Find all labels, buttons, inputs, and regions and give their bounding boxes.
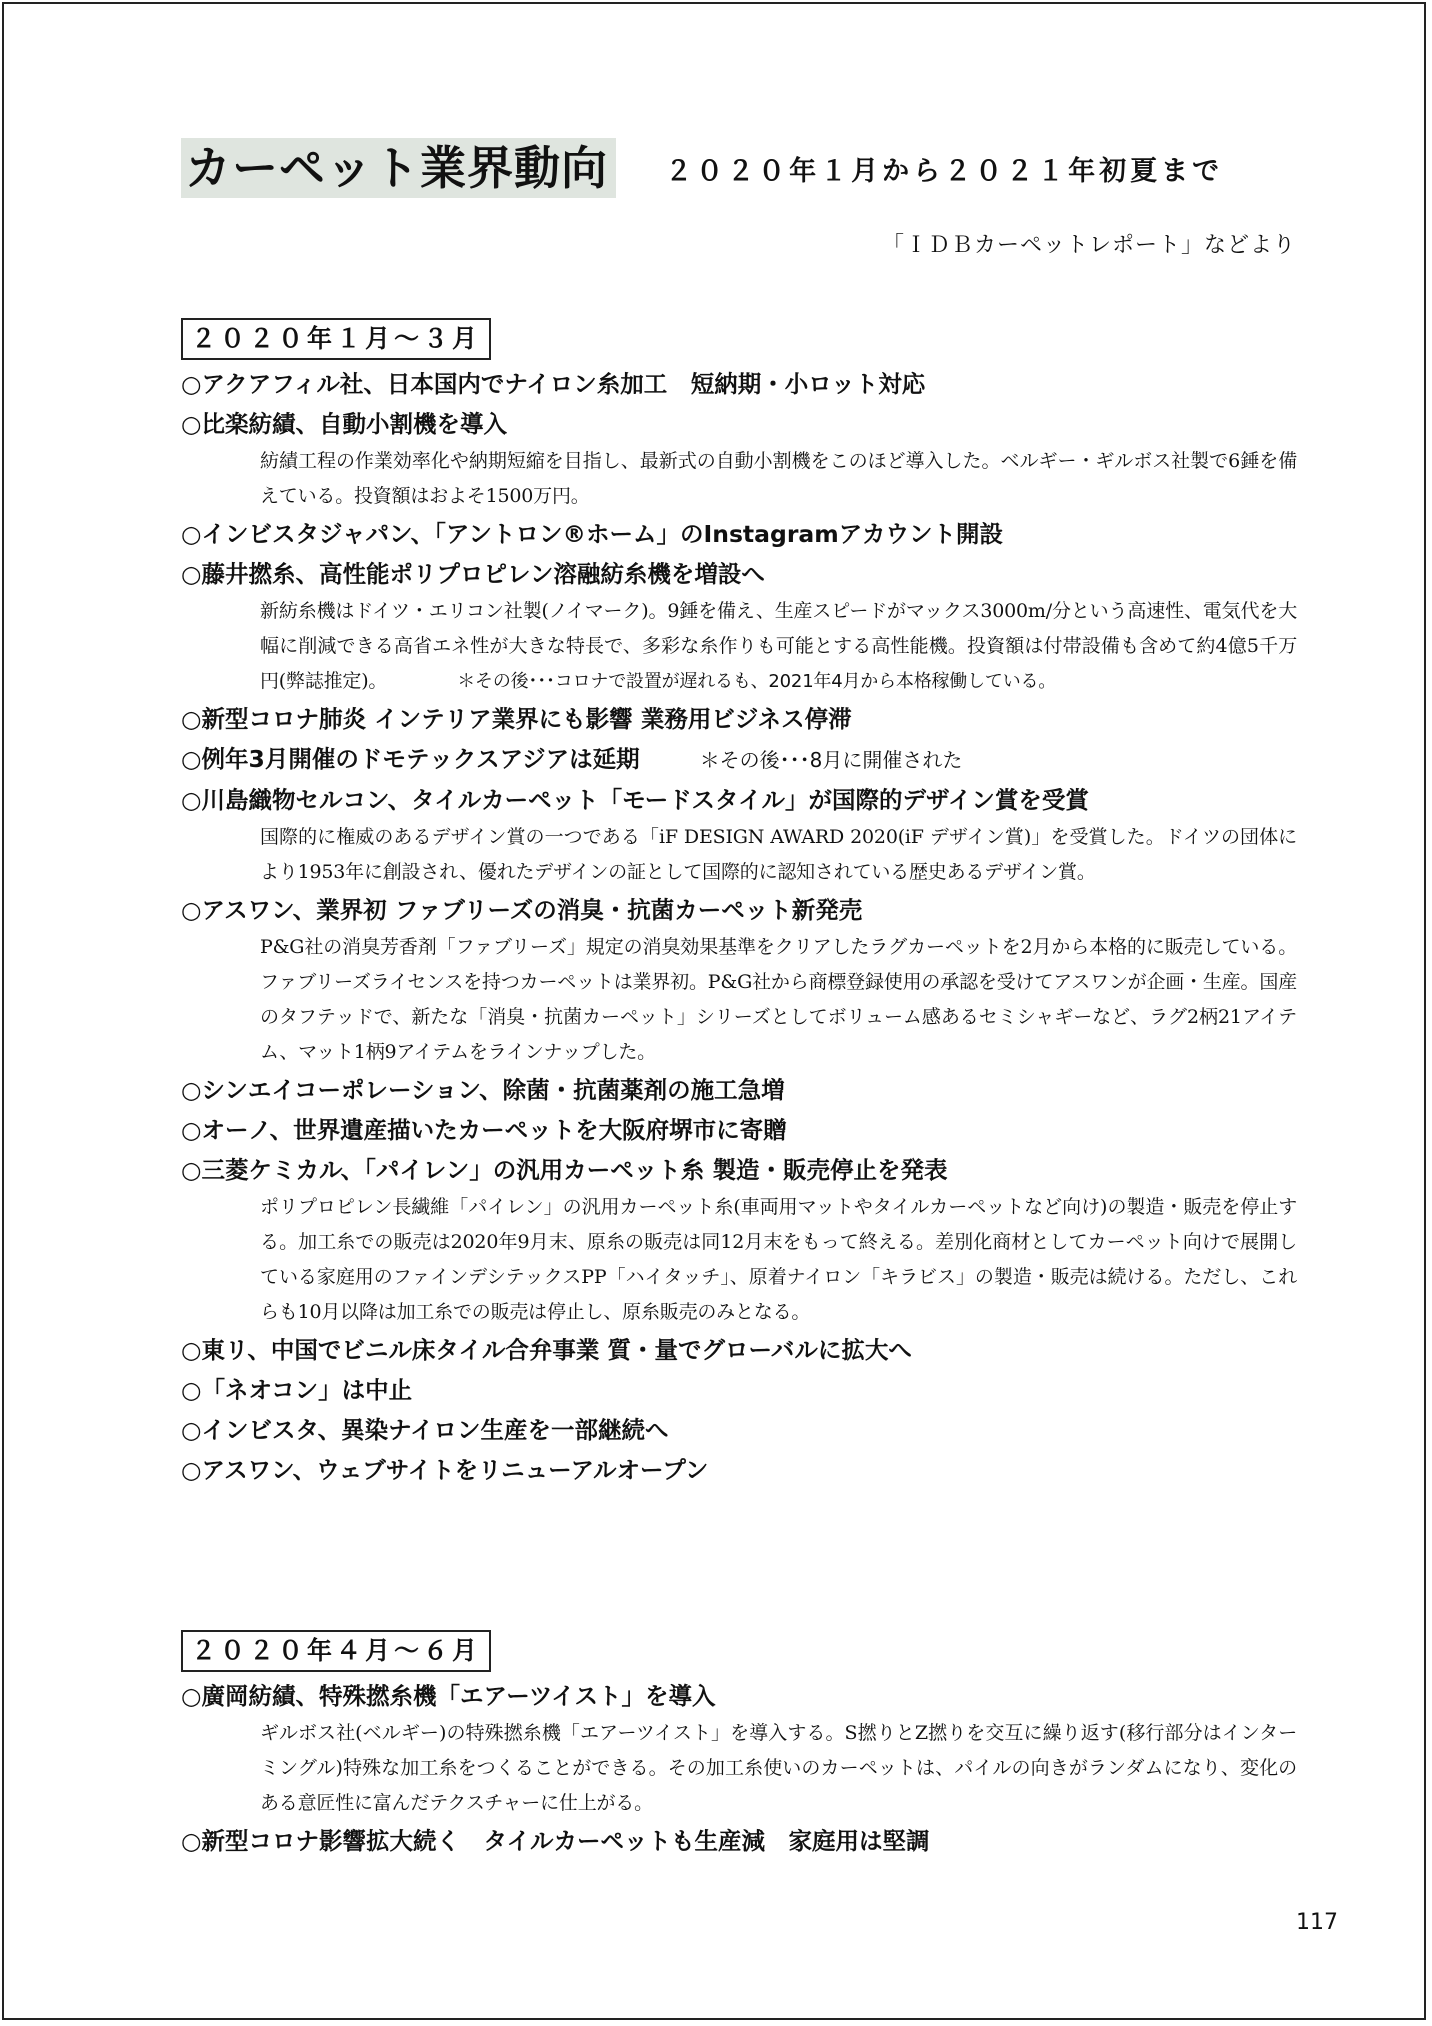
news-headline: ○三菱ケミカル、「パイレン」の汎用カーペット糸 製造・販売停止を発表 <box>181 1156 948 1184</box>
source-note: 「ＩＤＢカーペットレポート」などより <box>881 233 1296 258</box>
news-body: 紡績工程の作業効率化や納期短縮を目指し、最新式の自動小割機をこのほど導入した。ベルギー・ギルボス社製で6錘を備えている。投資額はおよそ1500万円。 <box>260 450 1297 507</box>
news-headline: ○オーノ、世界遺産描いたカーペットを大阪府堺市に寄贈 <box>181 1116 787 1144</box>
page-subtitle: ２０２０年１月から２０２１年初夏まで <box>665 155 1224 187</box>
news-headline: ○インビスタジャパン、「アントロン®ホーム」のInstagramアカウント開設 <box>181 520 1004 548</box>
news-headline: ○東リ、中国でビニル床タイル合弁事業 質・量でグローバルに拡大へ <box>181 1336 912 1364</box>
news-headline: ○アクアフィル社、日本国内でナイロン糸加工 短納期・小ロット対応 <box>181 370 926 398</box>
news-headline: ○廣岡紡績、特殊撚糸機「エアーツイスト」を導入 <box>181 1682 716 1710</box>
content <box>181 318 1301 2001</box>
news-followup-note: ＊その後･･･コロナで設置が遅れるも、2021年4月から本格稼働している。 <box>457 671 1057 692</box>
news-headline: ○新型コロナ肺炎 インテリア業界にも影響 業務用ビジネス停滞 <box>181 705 852 733</box>
news-headline: ○アスワン、業界初 ファブリーズの消臭・抗菌カーペット新発売 <box>181 896 863 924</box>
section-2020-q2 <box>181 1630 1301 1861</box>
news-body: ギルボス社(ベルギー)の特殊撚糸機「エアーツイスト」を導入する。S撚りとZ撚りを交互に繰り返す(移行部分はインターミングル)特殊な加工糸をつくることができる。その加工糸使いのカーペットは、パイルの向きがランダムになり、変化のある意匠性に富んだテクスチャーに仕上がる。 <box>260 1722 1297 1814</box>
news-body: 国際的に権威のあるデザイン賞の一つである「iF DESIGN AWARD 2020(iF デザイン賞)」を受賞した。ドイツの団体により1953年に創設され、優れたデザインの証として国際的に認知されている歴史あるデザイン賞。 <box>260 826 1297 883</box>
news-followup-note: ＊その後･･･8月に開催された <box>699 748 963 772</box>
news-body: P&G社の消臭芳香剤「ファブリーズ」規定の消臭効果基準をクリアしたラグカーペットを2月から本格的に販売している。ファブリーズライセンスを持つカーペットは業界初。P&G社から商標登録使用の承認を受けてアスワンが企画・生産。国産のタフテッドで、新たな「消臭・抗菌カーペット」シリーズとしてボリューム感あるセミシャギーなど、ラグ2柄21アイテム、マット1柄9アイテムをラインナップした。 <box>260 936 1297 1063</box>
news-headline <box>181 739 1301 780</box>
title-row <box>181 138 1223 198</box>
news-headline: ○シンエイコーポレーション、除菌・抗菌薬剤の施工急増 <box>181 1076 785 1104</box>
news-headline: ○新型コロナ影響拡大続く タイルカーペットも生産減 家庭用は堅調 <box>181 1827 930 1855</box>
page-title: カーペット業界動向 <box>181 138 616 198</box>
news-headline: ○比楽紡績、自動小割機を導入 <box>181 410 508 438</box>
period-heading: ２０２０年１月～３月 <box>181 318 491 360</box>
page-number: 117 <box>1296 1910 1338 1935</box>
news-headline: ○藤井撚糸、高性能ポリプロピレン溶融紡糸機を増設へ <box>181 560 765 588</box>
news-headline: ○インビスタ、異染ナイロン生産を一部継続へ <box>181 1416 669 1444</box>
section-2020-q1 <box>181 318 1301 1490</box>
period-heading: ２０２０年４月～６月 <box>181 1630 491 1672</box>
news-body <box>260 594 1297 699</box>
news-headline-text: ○例年3月開催のドモテックスアジアは延期 <box>181 745 640 773</box>
news-body-text: 新紡糸機はドイツ・エリコン社製(ノイマーク)。9錘を備え、生産スピードがマックス3000m/分という高速性、電気代を大幅に削減できる高省エネ性が大きな特長で、多彩な糸作りも可能とする高性能機。投資額は付帯設備も含めて約4億5千万円(弊誌推定)。 <box>260 600 1297 692</box>
news-headline: ○アスワン、ウェブサイトをリニューアルオープン <box>181 1456 709 1484</box>
news-headline: ○「ネオコン」は中止 <box>181 1376 413 1404</box>
news-headline: ○川島織物セルコン、タイルカーペット「モードスタイル」が国際的デザイン賞を受賞 <box>181 786 1089 814</box>
news-body: ポリプロピレン長繊維「パイレン」の汎用カーペット糸(車両用マットやタイルカーペットなど向け)の製造・販売を停止する。加工糸での販売は2020年9月末、原糸の販売は同12月末をもって終える。差別化商材としてカーペット向けで展開している家庭用のファインデシテックスPP「ハイタッチ」、原着ナイロン「キラビス」の製造・販売は続ける。ただし、これらも10月以降は加工糸での販売は停止し、原糸販売のみとなる。 <box>260 1196 1297 1323</box>
